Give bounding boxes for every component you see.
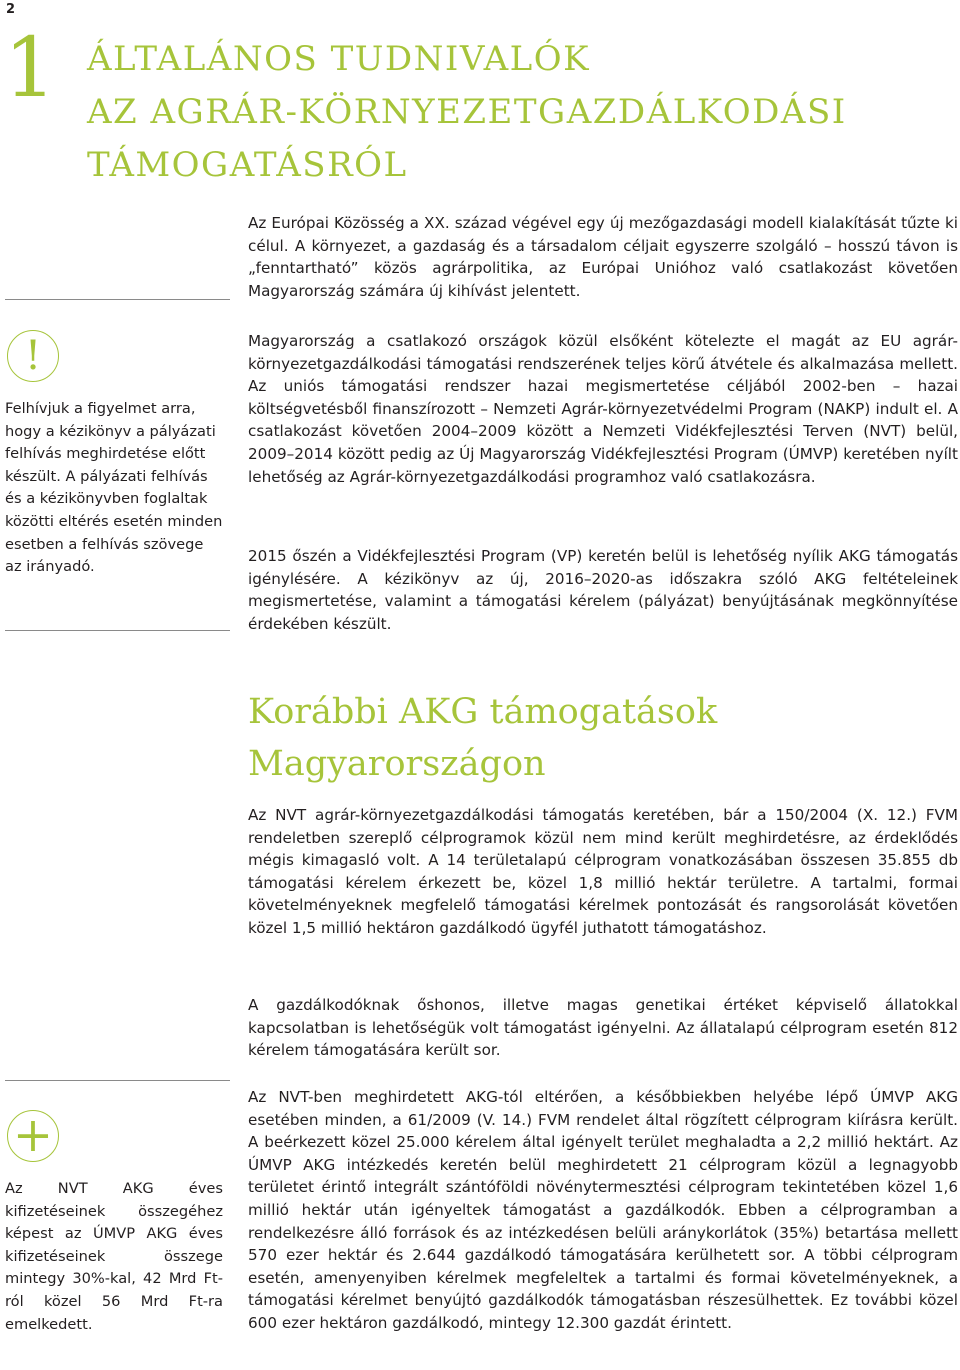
intro-text-2 bbox=[248, 330, 958, 488]
chapter-title-line: ÁLTALÁNOS TUDNIVALÓK bbox=[87, 39, 591, 79]
tip-text: Az NVT AKG éves kifizetéseinek összegéhez képest az ÚMVP AKG éves kifizetéseinek összege mintegy 30%-kal, 42 Mrd Ft-ról közel 56 Mrd Ft-ra emelkedett. bbox=[5, 1180, 223, 1333]
chapter-number: 1 bbox=[4, 21, 57, 116]
page-number: 2 bbox=[6, 2, 16, 17]
section-heading-line: Korábbi AKG támogatások bbox=[248, 692, 718, 732]
intro-paragraph-2: Magyarország a csatlakozó országok közül elsőként kötelezte el magát az EU agrár-környezetgazdálkodási támogatási rendszerének teljes körű átvétele és alkalmazása mellett. Az uniós támogatási rendszer hazai megismertetése céljából 2002-ben – hazai költségvetésből finanszírozott – Nemzeti Agrár-környezetvédelmi Program (NAKP) indult el. A csatlakozást követően 2004–2009 között a Nemzeti Vidékfejlesztési Terven (NVT) belül, 2009–2014 között pedig az Új Magyarország Vidékfejlesztési Program (ÚMVP) keretében nyílt lehetőség az Agrár-környezetgazdálkodási programhoz való csatlakozásra. bbox=[248, 332, 958, 486]
section-heading-line: Magyarországon bbox=[248, 744, 546, 784]
section-paragraph-1: Az NVT agrár-környezetgazdálkodási támogatás keretében, bár a 150/2004 (X. 12.) FVM rendeletben szereplő célprogramok közül nem mind került meghirdetésre, az érdeklődés mégis kimagasló volt. A 14 területalapú célprogram vonatkozásában összesen 35.855 db támogatási kérelem érkezett be, közel 1,8 millió hektár területre. A tartalmi, formai követelményeknek megfelelő támogatási kérelmek pontozását és rangsorolását követően közel 1,5 millió hektáron gazdálkodó ügyfél juthatott támogatáshoz. bbox=[248, 806, 958, 937]
section-heading bbox=[248, 686, 948, 790]
chapter-title bbox=[87, 33, 847, 192]
intro-text bbox=[248, 212, 958, 302]
exclamation-icon: ! bbox=[7, 330, 59, 382]
section-text-2 bbox=[248, 994, 958, 1062]
divider bbox=[5, 630, 230, 631]
intro-paragraph-1: Az Európai Közösség a XX. század végével egy új mezőgazdasági modell kialakítását tűzte ki célul. A környezet, a gazdaság és a társadalom céljait egyszerre szolgáló – hosszú távon is „fenntartható” közös agrárpolitika, az Európai Unióhoz való csatlakozást követően Magyarország számára új kihívást jelentett. bbox=[248, 214, 958, 300]
notice-text: Felhívjuk a figyelmet arra, hogy a kézikönyv a pályázati felhívás meghirdetése előtt készült. A pályázati felhívás és a kézikönyvben foglaltak közötti eltérés esetén minden esetben a felhívás szövege az irányadó. bbox=[5, 400, 223, 576]
section-text-3 bbox=[248, 1086, 958, 1335]
section-paragraph-2: A gazdálkodóknak őshonos, illetve magas genetikai értéket képviselő állatokkal kapcsolatban is lehetőségük volt támogatást igényelni. Az állatalapú célprogram esetén 812 kérelem támogatására került sor. bbox=[248, 996, 958, 1060]
plus-icon: + bbox=[7, 1110, 59, 1162]
chapter-title-line: TÁMOGATÁSRÓL bbox=[87, 145, 408, 185]
intro-paragraph-3: 2015 őszén a Vidékfejlesztési Program (VP) keretén belül is lehetőség nyílik AKG támogatás igénylésére. A kézikönyv az új, 2016–2020-as időszakra szóló AKG feltételeinek megismertetése, valamint a támogatási kérelem (pályázat) benyújtásának megkönnyítése érdekében készült. bbox=[248, 547, 958, 633]
divider bbox=[5, 1080, 230, 1081]
section-paragraph-3: Az NVT-ben meghirdetett AKG-tól eltérően, a későbbiekben helyébe lépő ÚMVP AKG esetében minden, a 61/2009 (V. 14.) FVM rendelet által rögzített célprogram kiírásra került. A beérkezett közel 25.000 kérelem által igényelt terület meghaladta a 2,2 millió hektárt. Az ÚMVP AKG intézkedés keretén belül meghirdetett 21 célprogram közül a legnagyobb területet érintő integrált szántóföldi növénytermesztési célprogram tekintetében közel 1,6 millió hektár után igényeltek támogatást a gazdálkodók. Ebben a célprogramban a rendelkezésre álló források és az intézkedésen belüli aránykorlátok (35%) betartása mellett 570 ezer hektár és 2.644 gazdálkodó támogatására kerülhetett sor. A többi célprogram esetén, amenyenyiben kérelmek megfeleltek a tartalmi és formai követelményeknek, a támogatási kérelmet benyújtó gazdálkodók támogatásban részesülhettek. Ez további közel 600 ezer hektáron gazdálkodó, mintegy 12.300 gazdát érintett. bbox=[248, 1088, 958, 1332]
intro-text-3 bbox=[248, 545, 958, 635]
divider bbox=[5, 299, 230, 300]
chapter-title-line: AZ AGRÁR-KÖRNYEZETGAZDÁLKODÁSI bbox=[87, 92, 847, 132]
section-text-1 bbox=[248, 804, 958, 940]
